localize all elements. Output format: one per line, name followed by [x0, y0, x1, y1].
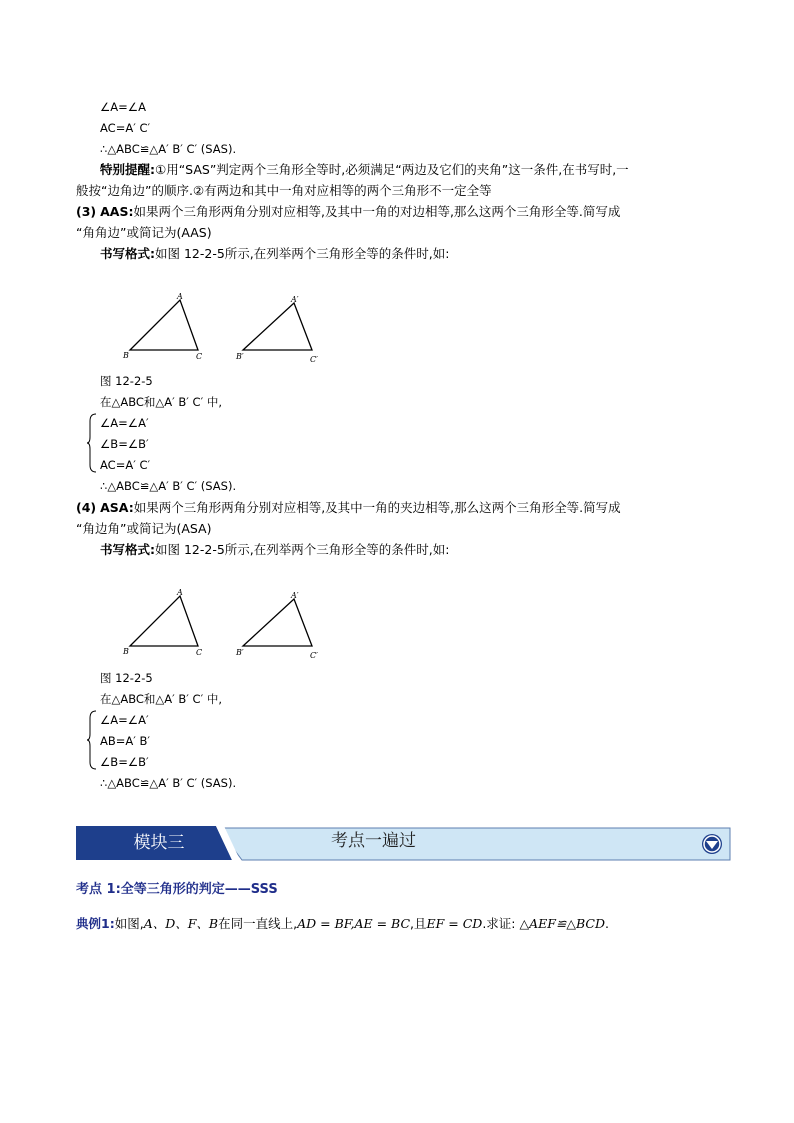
asa-text-2: “角边角”或简记为(ASA) [76, 521, 212, 536]
aas-format [100, 246, 449, 262]
kaodian-heading [76, 882, 278, 898]
left-brace [86, 413, 98, 473]
label-b-prime: B′ [236, 352, 244, 361]
aas-heading [76, 204, 620, 220]
aas-num: (3) [76, 204, 97, 219]
kaodian-title: 全等三角形的判定——SSS [120, 882, 278, 897]
asa-fig-caption: 图 12-2-5 [100, 671, 153, 685]
banner-title: 模块三 [133, 833, 185, 853]
example-label: 典例1: [76, 916, 115, 931]
asa-format-label: 书写格式: [100, 542, 155, 557]
aas-text-2: “角角边”或简记为(AAS) [76, 225, 212, 240]
banner-subtitle: 考点一遍过 [331, 831, 416, 851]
example-eq2: EF = CD [426, 916, 483, 931]
aas-format-label: 书写格式: [100, 246, 155, 261]
asa-text: 如果两个三角形两角分别对应相等,及其中一角的夹边相等,那么这两个三角形全等.简写成 [133, 500, 621, 515]
left-brace [86, 710, 98, 770]
label-b-prime: B′ [236, 648, 244, 657]
example-text-mid: 在同一直线上, [218, 916, 298, 931]
tip-text: ①用“SAS”判定两个三角形全等时,必须满足“两边及它们的夹角”这一条件,在书写时,一 [155, 162, 629, 177]
section-banner [76, 826, 732, 862]
example-goal: △AEF≌△BCD [519, 916, 606, 931]
aas-cond-2: ∠B=∠B′ [100, 437, 149, 451]
label-a: A [177, 292, 183, 301]
triangle-abc-prime [243, 599, 312, 646]
asa-format-text: 如图 12-2-5所示,在列举两个三角形全等的条件时,如: [155, 542, 450, 557]
label-c-prime: C′ [310, 355, 318, 364]
example-points: A、D、F、B [143, 916, 219, 931]
aas-format-text: 如图 12-2-5所示,在列举两个三角形全等的条件时,如: [155, 246, 450, 261]
triangle-abc [130, 300, 198, 350]
aas-title: AAS: [100, 204, 134, 219]
aas-fig-caption: 图 12-2-5 [100, 374, 153, 388]
example-prove: .求证: [482, 916, 516, 931]
triangle-abc [130, 596, 198, 646]
asa-num: (4) [76, 500, 97, 515]
asa-intro: 在△ABC和△A′ B′ C′ 中, [100, 692, 223, 706]
asa-cond-1: ∠A=∠A′ [100, 713, 149, 727]
side-eq-line: AC=A′ C′ [100, 121, 151, 135]
label-a-prime: A′ [291, 295, 299, 304]
label-c: C [196, 648, 203, 657]
label-a: A [177, 588, 183, 597]
tip-label: 特别提醒: [100, 162, 155, 177]
kaodian-label: 考点 1: [76, 882, 121, 897]
label-b: B [123, 647, 129, 656]
example-text: 如图, [114, 916, 144, 931]
label-b: B [123, 351, 129, 360]
asa-figure [118, 584, 328, 664]
aas-figure [118, 288, 328, 368]
label-c-prime: C′ [310, 651, 318, 660]
label-a-prime: A′ [291, 591, 299, 600]
conclusion-line: ∴△ABC≌△A′ B′ C′ (SAS). [100, 142, 237, 156]
aas-text: 如果两个三角形两角分别对应相等,及其中一角的对边相等,那么这两个三角形全等.简写成 [133, 204, 621, 219]
asa-cond-2: AB=A′ B′ [100, 734, 151, 748]
aas-cond-3: AC=A′ C′ [100, 458, 151, 472]
example-eq1: AD = BF,AE = BC [297, 916, 411, 931]
asa-cond-3: ∠B=∠B′ [100, 755, 149, 769]
example-line [76, 916, 609, 932]
aas-conclusion: ∴△ABC≌△A′ B′ C′ (SAS). [100, 479, 237, 493]
asa-conclusion: ∴△ABC≌△A′ B′ C′ (SAS). [100, 776, 237, 790]
aas-cond-1: ∠A=∠A′ [100, 416, 149, 430]
angle-eq-line: ∠A=∠A [100, 100, 146, 114]
label-c: C [196, 352, 203, 361]
aas-intro: 在△ABC和△A′ B′ C′ 中, [100, 395, 223, 409]
tip-line-2: 般按“边角边”的顺序.②有两边和其中一角对应相等的两个三角形不一定全等 [76, 183, 492, 198]
example-end: . [605, 916, 609, 931]
triangle-abc-prime [243, 303, 312, 350]
asa-title: ASA: [100, 500, 134, 515]
asa-format [100, 542, 449, 558]
example-and: ,且 [410, 916, 427, 931]
tip-line [100, 162, 629, 178]
asa-heading [76, 500, 621, 516]
